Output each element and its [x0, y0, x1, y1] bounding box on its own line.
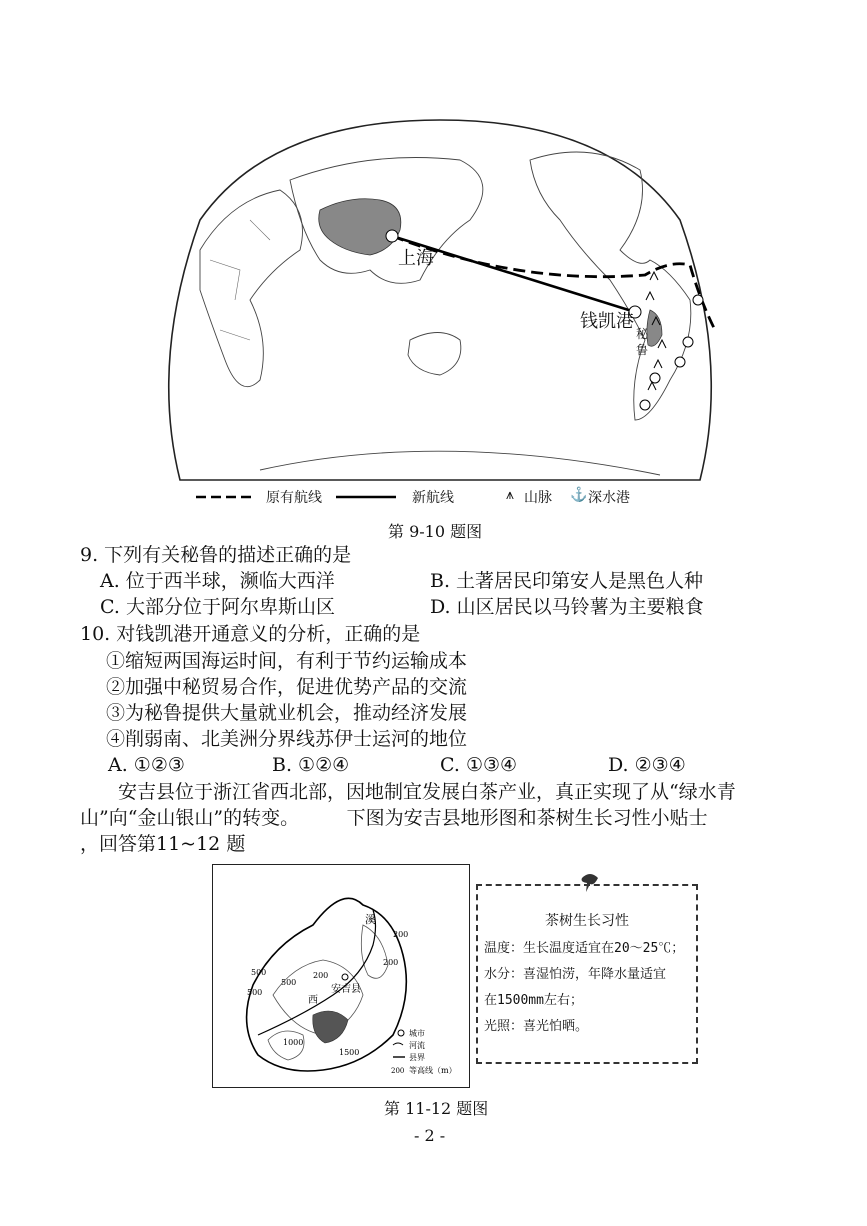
contour-label: 200: [313, 971, 329, 980]
contour-label: 500: [251, 968, 267, 977]
contour-label: 1000: [283, 1038, 304, 1047]
label-qiankai-port: 钱凯港: [580, 311, 634, 332]
legend-county-border: 县界: [409, 1053, 425, 1062]
city-legend-icon: [398, 1030, 404, 1036]
figure1-caption: 第 9-10 题图: [388, 522, 483, 541]
q10-option-a: A. ①②③: [108, 754, 185, 776]
q10-stem: 10. 对钱凯港开通意义的分析，正确的是: [80, 623, 421, 645]
q10-item-2: ②加强中秘贸易合作，促进优势产品的交流: [106, 676, 468, 698]
contour-label: 1500: [339, 1048, 360, 1057]
q9-option-b: B. 土著居民印第安人是黑色人种: [430, 570, 704, 592]
contour-label: 500: [247, 988, 263, 997]
legend-contour: 等高线（m）: [409, 1066, 457, 1075]
q10-option-b: B. ①②④: [272, 754, 350, 776]
tips-title: 茶树生长习性: [545, 913, 629, 929]
q9-option-d: D. 山区居民以马铃薯为主要粮食: [430, 596, 704, 618]
q9-option-c: C. 大部分位于阿尔卑斯山区: [100, 596, 335, 618]
page-number: - 2 -: [414, 1126, 446, 1145]
q10-item-4: ④削弱南、北美洲分界线苏伊士运河的地位: [106, 728, 468, 750]
q10-item-3: ③为秘鲁提供大量就业机会，推动经济发展: [106, 702, 468, 724]
label-shanghai: 上海: [398, 248, 434, 269]
q10-item-1: ①缩短两国海运时间，有利于节约运输成本: [106, 650, 468, 672]
tips-water-1: 水分：喜湿怕涝，年降水量适宜: [484, 967, 667, 982]
mountain-icon: ⩚: [506, 487, 514, 503]
high-elevation-area: [313, 1011, 348, 1043]
world-map-figure: [140, 100, 740, 510]
intro-line-1: 安吉县位于浙江省西北部，因地制宜发展白茶产业，真正实现了从“绿水青: [118, 781, 736, 803]
tips-temperature: 温度：生长温度适宜在20～25℃；: [484, 941, 685, 956]
q10-option-d: D. ②③④: [608, 754, 686, 776]
contour-label: 500: [281, 978, 297, 987]
legend-new-route-symbol: [336, 493, 396, 501]
tips-light: 光照：喜光怕晒。: [484, 1019, 589, 1034]
q10-option-c: C. ①③④: [440, 754, 518, 776]
legend-old-route-symbol: [196, 493, 256, 501]
legend-river: 河流: [409, 1041, 425, 1050]
river-legend-icon: [393, 1043, 403, 1045]
legend-contour-value: 200: [391, 1067, 405, 1075]
intro-line-3: ，回答第11~12 题: [80, 833, 246, 855]
intro-line-2: 山”向“金山银山”的转变。 下图为安吉县地形图和茶树生长习性小贴士: [80, 807, 708, 829]
legend-city: 城市: [409, 1029, 425, 1038]
city-marker: [342, 974, 348, 980]
label-anji: 安吉县: [331, 984, 361, 995]
q9-option-a: A. 位于西半球，濒临大西洋: [100, 570, 335, 592]
tea-tips-box: [476, 884, 698, 1064]
legend-mountain: 山脉: [524, 490, 552, 506]
q9-stem: 9. 下列有关秘鲁的描述正确的是: [80, 544, 352, 566]
legend-deep-port: 深水港: [588, 490, 630, 506]
contour-label: 200: [393, 930, 409, 939]
figure2-caption: 第 11-12 题图: [384, 1099, 489, 1118]
legend-old-route: 原有航线: [266, 490, 322, 506]
anji-topographic-map: [212, 864, 470, 1088]
anchor-icon: ⚓: [570, 487, 588, 503]
label-tiao: 溪: [365, 913, 376, 926]
pin-icon: [578, 872, 602, 894]
tips-water-2: 在1500mm左右；: [484, 993, 583, 1008]
label-xi: 西: [308, 995, 318, 1006]
contour-label: 200: [383, 958, 399, 967]
legend-new-route: 新航线: [412, 490, 454, 506]
figure1-legend: [196, 487, 756, 507]
label-peru-2: 鲁: [636, 343, 649, 357]
label-peru-1: 秘: [636, 327, 649, 341]
